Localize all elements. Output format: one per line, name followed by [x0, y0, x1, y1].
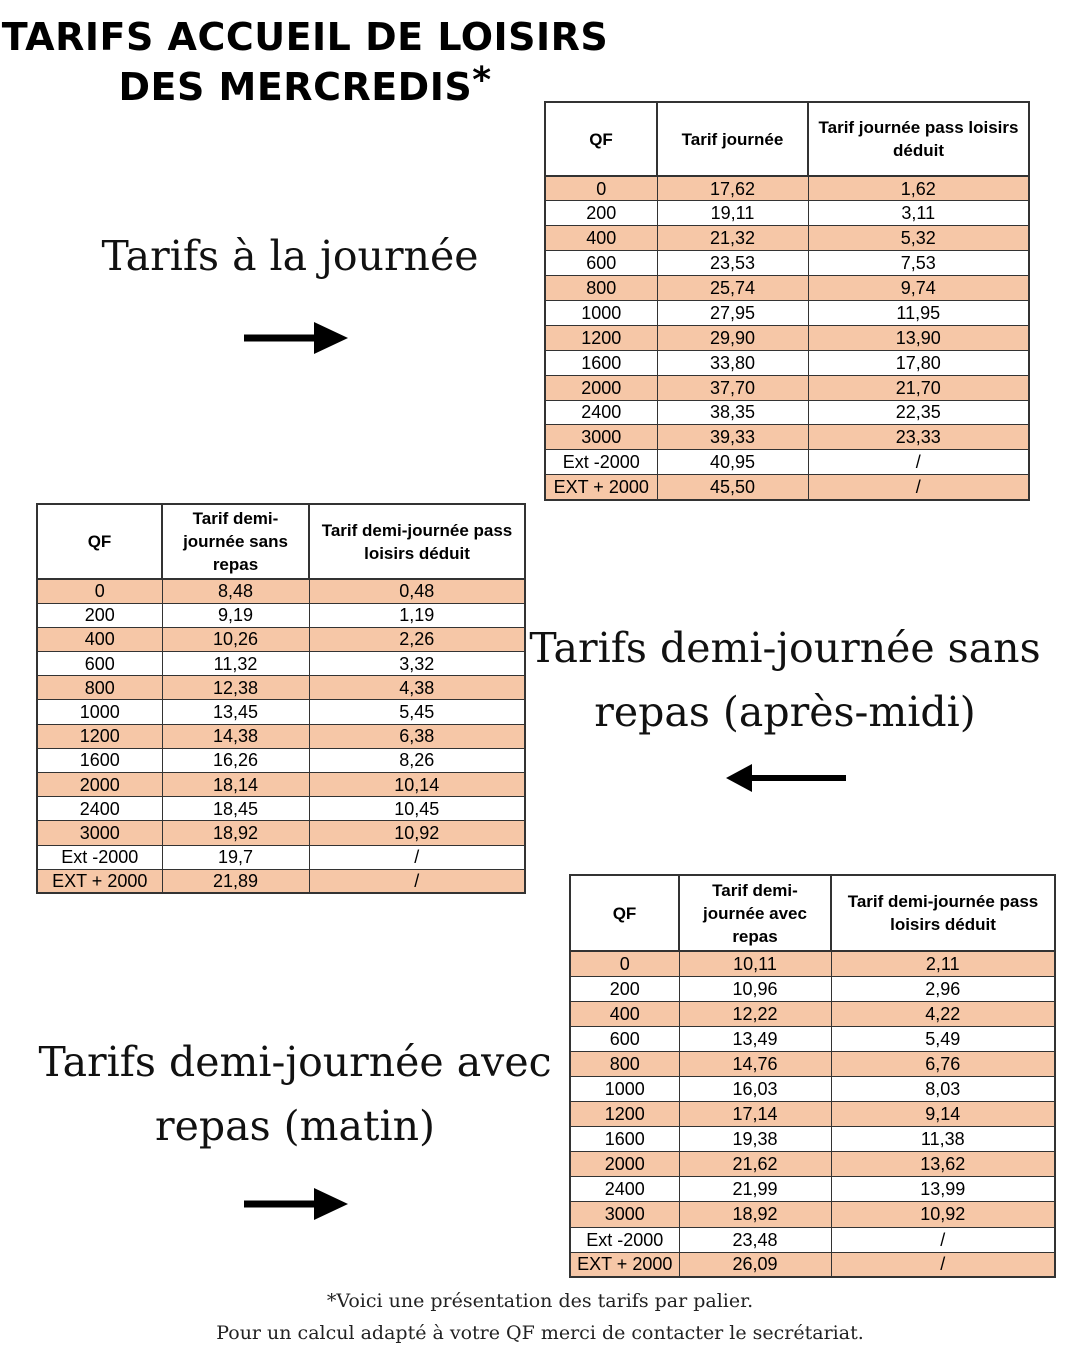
cell-tarif: 21,62 [679, 1152, 831, 1177]
header-qf: QF [570, 875, 679, 951]
cell-tarif: 10,26 [162, 627, 309, 651]
cell-qf: 1000 [37, 700, 162, 724]
cell-qf: 2400 [570, 1177, 679, 1202]
table-header-row [570, 875, 1055, 951]
cell-tarif-pass: 5,32 [808, 226, 1029, 251]
cell-tarif-pass: 22,35 [808, 400, 1029, 425]
cell-tarif-pass: 17,80 [808, 350, 1029, 375]
cell-qf: 2400 [545, 400, 657, 425]
cell-tarif-pass: 0,48 [309, 579, 525, 603]
cell-qf: 800 [545, 276, 657, 301]
cell-tarif: 12,22 [679, 1001, 831, 1026]
cell-tarif-pass: 7,53 [808, 251, 1029, 276]
table-row [37, 748, 525, 772]
title-line-2: DES MERCREDIS* [118, 60, 492, 109]
table-row [545, 350, 1029, 375]
cell-qf: 0 [545, 176, 657, 201]
cell-qf: Ext -2000 [37, 845, 162, 869]
cell-tarif: 14,76 [679, 1051, 831, 1076]
cell-tarif-pass: 4,38 [309, 676, 525, 700]
table-row [570, 1001, 1055, 1026]
label-journee: Tarifs à la journée [101, 232, 479, 280]
cell-tarif: 17,14 [679, 1102, 831, 1127]
cell-qf: 2000 [545, 375, 657, 400]
cell-qf: 0 [37, 579, 162, 603]
cell-qf: 200 [570, 976, 679, 1001]
table-tarifs-avec-repas [569, 874, 1056, 1278]
cell-tarif-pass: 2,96 [831, 976, 1055, 1001]
cell-tarif-pass: / [309, 845, 525, 869]
table-row [545, 226, 1029, 251]
cell-tarif: 37,70 [657, 375, 808, 400]
cell-qf: 3000 [570, 1202, 679, 1227]
cell-tarif: 16,26 [162, 748, 309, 772]
footnote-line-1: *Voici une présentation des tarifs par palier. [326, 1290, 754, 1312]
table-row [570, 1177, 1055, 1202]
cell-tarif-pass: 10,92 [831, 1202, 1055, 1227]
footnote-line-2: Pour un calcul adapté à votre QF merci de contacter le secrétariat. [216, 1322, 864, 1344]
header-tarif: Tarif demi-journée avec repas [679, 875, 831, 951]
cell-qf: 200 [37, 603, 162, 627]
cell-tarif-pass: 9,74 [808, 276, 1029, 301]
cell-tarif-pass: 6,76 [831, 1051, 1055, 1076]
table-row [570, 1026, 1055, 1051]
cell-qf: 1000 [570, 1076, 679, 1101]
cell-tarif-pass: 10,45 [309, 797, 525, 821]
table-row [545, 276, 1029, 301]
header-tarif-pass: Tarif demi-journée pass loisirs déduit [831, 875, 1055, 951]
table-row [37, 627, 525, 651]
cell-tarif-pass: 13,99 [831, 1177, 1055, 1202]
table-tarifs-sans-repas [36, 503, 526, 894]
table-row [37, 845, 525, 869]
cell-tarif: 19,7 [162, 845, 309, 869]
cell-tarif: 18,14 [162, 773, 309, 797]
cell-tarif-pass: 23,33 [808, 425, 1029, 450]
cell-tarif-pass: 3,32 [309, 652, 525, 676]
cell-tarif-pass: 2,26 [309, 627, 525, 651]
cell-qf: Ext -2000 [570, 1227, 679, 1252]
title-line-1: TARIFS ACCUEIL DE LOISIRS [1, 15, 609, 59]
table-row [37, 869, 525, 893]
cell-qf: 2000 [37, 773, 162, 797]
cell-tarif: 18,92 [679, 1202, 831, 1227]
table-header-row [545, 102, 1029, 176]
table-row [570, 1152, 1055, 1177]
cell-tarif: 26,09 [679, 1252, 831, 1277]
cell-tarif-pass: / [831, 1227, 1055, 1252]
cell-tarif-pass: 5,45 [309, 700, 525, 724]
header-tarif: Tarif demi-journée sans repas [162, 504, 309, 579]
cell-tarif: 23,53 [657, 251, 808, 276]
cell-tarif: 14,38 [162, 724, 309, 748]
table-row [545, 425, 1029, 450]
cell-qf: 2400 [37, 797, 162, 821]
table-row [37, 821, 525, 845]
table-row [545, 400, 1029, 425]
table-row [37, 579, 525, 603]
cell-tarif: 21,99 [679, 1177, 831, 1202]
label-sans-repas: Tarifs demi-journée sans repas (après-midi) [529, 624, 1041, 736]
cell-qf: 800 [37, 676, 162, 700]
cell-tarif-pass: 4,22 [831, 1001, 1055, 1026]
cell-qf: 3000 [37, 821, 162, 845]
table-row [570, 976, 1055, 1001]
table-row [570, 1227, 1055, 1252]
cell-tarif-pass: / [808, 475, 1029, 500]
cell-tarif-pass: 6,38 [309, 724, 525, 748]
cell-tarif-pass: 13,90 [808, 325, 1029, 350]
cell-tarif-pass: 9,14 [831, 1102, 1055, 1127]
label-avec-repas: Tarifs demi-journée avec repas (matin) [38, 1038, 552, 1150]
cell-tarif: 19,11 [657, 201, 808, 226]
cell-tarif: 25,74 [657, 276, 808, 301]
cell-tarif: 13,45 [162, 700, 309, 724]
header-qf: QF [37, 504, 162, 579]
cell-tarif: 39,33 [657, 425, 808, 450]
cell-qf: EXT + 2000 [570, 1252, 679, 1277]
table-row [545, 176, 1029, 201]
arrow-right-icon [244, 320, 350, 356]
cell-tarif: 29,90 [657, 325, 808, 350]
cell-tarif-pass: 11,38 [831, 1127, 1055, 1152]
table-row [545, 325, 1029, 350]
cell-qf: 1600 [545, 350, 657, 375]
table-row [37, 603, 525, 627]
cell-tarif-pass: 10,14 [309, 773, 525, 797]
cell-qf: 0 [570, 951, 679, 976]
cell-tarif: 13,49 [679, 1026, 831, 1051]
table-row [545, 375, 1029, 400]
cell-tarif-pass: 21,70 [808, 375, 1029, 400]
header-tarif-pass: Tarif demi-journée pass loisirs déduit [309, 504, 525, 579]
cell-qf: 1600 [570, 1127, 679, 1152]
header-tarif-pass: Tarif journée pass loisirs déduit [808, 102, 1029, 176]
cell-tarif: 18,92 [162, 821, 309, 845]
cell-qf: Ext -2000 [545, 450, 657, 475]
table-row [570, 1076, 1055, 1101]
cell-tarif-pass: 10,92 [309, 821, 525, 845]
cell-qf: 3000 [545, 425, 657, 450]
title-asterisk: * [472, 60, 492, 101]
cell-tarif-pass: / [309, 869, 525, 893]
cell-qf: 1600 [37, 748, 162, 772]
cell-qf: 2000 [570, 1152, 679, 1177]
table-header-row [37, 504, 525, 579]
cell-tarif: 8,48 [162, 579, 309, 603]
cell-tarif: 23,48 [679, 1227, 831, 1252]
cell-tarif: 38,35 [657, 400, 808, 425]
cell-qf: EXT + 2000 [545, 475, 657, 500]
cell-tarif-pass: 13,62 [831, 1152, 1055, 1177]
cell-tarif: 10,96 [679, 976, 831, 1001]
cell-tarif: 33,80 [657, 350, 808, 375]
table-row [545, 251, 1029, 276]
cell-qf: 600 [37, 652, 162, 676]
cell-tarif-pass: 2,11 [831, 951, 1055, 976]
cell-tarif: 45,50 [657, 475, 808, 500]
cell-tarif-pass: / [808, 450, 1029, 475]
cell-tarif: 19,38 [679, 1127, 831, 1152]
cell-tarif-pass: / [831, 1252, 1055, 1277]
cell-qf: 600 [570, 1026, 679, 1051]
cell-tarif: 27,95 [657, 300, 808, 325]
cell-tarif-pass: 1,62 [808, 176, 1029, 201]
cell-qf: EXT + 2000 [37, 869, 162, 893]
cell-tarif: 16,03 [679, 1076, 831, 1101]
table-row [570, 951, 1055, 976]
cell-tarif: 11,32 [162, 652, 309, 676]
cell-qf: 800 [570, 1051, 679, 1076]
table-row [37, 700, 525, 724]
cell-tarif-pass: 5,49 [831, 1026, 1055, 1051]
cell-tarif: 40,95 [657, 450, 808, 475]
arrow-right-icon [244, 1186, 350, 1222]
table-row [37, 773, 525, 797]
table-row [37, 797, 525, 821]
table-row [545, 475, 1029, 500]
cell-qf: 200 [545, 201, 657, 226]
table-row [37, 676, 525, 700]
table-row [545, 450, 1029, 475]
cell-qf: 1000 [545, 300, 657, 325]
table-row [570, 1127, 1055, 1152]
cell-tarif-pass: 8,26 [309, 748, 525, 772]
page-title [0, 12, 610, 112]
table-tarifs-journee [544, 101, 1030, 501]
table-row [37, 724, 525, 748]
cell-tarif-pass: 3,11 [808, 201, 1029, 226]
cell-tarif: 18,45 [162, 797, 309, 821]
table-row [545, 300, 1029, 325]
table-row [545, 201, 1029, 226]
cell-tarif: 9,19 [162, 603, 309, 627]
table-row [570, 1252, 1055, 1277]
header-tarif: Tarif journée [657, 102, 808, 176]
cell-tarif-pass: 1,19 [309, 603, 525, 627]
cell-tarif: 17,62 [657, 176, 808, 201]
cell-qf: 1200 [545, 325, 657, 350]
cell-tarif: 21,32 [657, 226, 808, 251]
arrow-left-icon [724, 760, 848, 796]
table-row [570, 1051, 1055, 1076]
cell-tarif-pass: 8,03 [831, 1076, 1055, 1101]
cell-qf: 400 [545, 226, 657, 251]
table-row [570, 1102, 1055, 1127]
cell-qf: 600 [545, 251, 657, 276]
cell-qf: 1200 [37, 724, 162, 748]
cell-tarif-pass: 11,95 [808, 300, 1029, 325]
cell-qf: 1200 [570, 1102, 679, 1127]
cell-tarif: 10,11 [679, 951, 831, 976]
cell-tarif: 12,38 [162, 676, 309, 700]
cell-qf: 400 [570, 1001, 679, 1026]
table-row [570, 1202, 1055, 1227]
cell-qf: 400 [37, 627, 162, 651]
cell-tarif: 21,89 [162, 869, 309, 893]
table-row [37, 652, 525, 676]
header-qf: QF [545, 102, 657, 176]
